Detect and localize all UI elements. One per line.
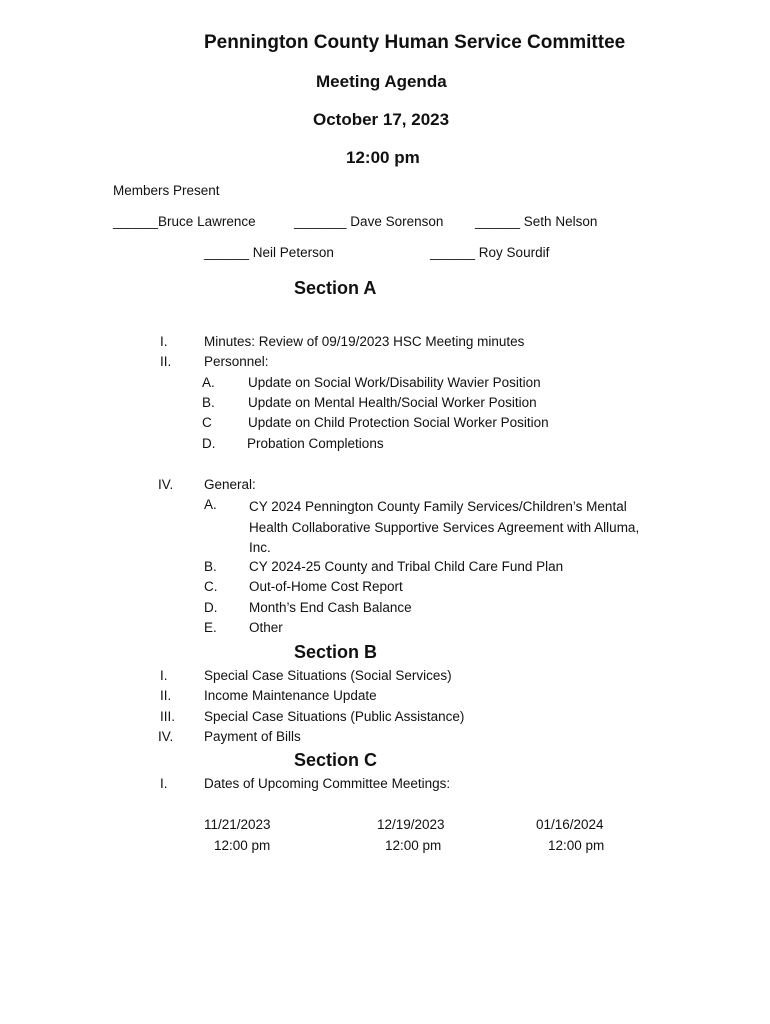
agenda-item: Special Case Situations (Social Services) [204,668,452,683]
agenda-item: Payment of Bills [204,729,301,744]
member-entry: ______ Neil Peterson [204,245,334,260]
section-b-heading: Section B [294,642,378,662]
item-number: I. [160,668,168,683]
section-c-heading: Section C [294,750,378,770]
item-number: IV. [158,729,174,744]
member-entry: _______ Dave Sorenson [294,214,444,229]
item-number: IV. [158,477,174,492]
sub-letter: B. [202,395,215,410]
meeting-date: October 17, 2023 [313,110,450,129]
sub-letter: E. [204,620,217,635]
item-number: II. [160,354,172,369]
agenda-item: Dates of Upcoming Committee Meetings: [204,776,451,791]
member-entry: ______ Seth Nelson [475,214,598,229]
sub-item: Update on Social Work/Disability Wavier Position [248,375,541,390]
upcoming-meeting-date: 12/19/2023 [377,817,445,832]
item-number: II. [160,688,172,703]
upcoming-meeting-date: 11/21/2023 [204,817,271,832]
page-title: Pennington County Human Service Committee [204,32,626,53]
page-subtitle: Meeting Agenda [316,72,447,91]
sub-letter: D. [204,600,218,615]
member-entry: ______Bruce Lawrence [113,214,256,229]
agenda-item: Personnel: [204,354,269,369]
item-number: I. [160,776,168,791]
sub-item: Out-of-Home Cost Report [249,579,403,594]
member-entry: ______ Roy Sourdif [430,245,550,260]
sub-letter: A. [204,497,217,512]
sub-letter: D. [202,436,216,451]
upcoming-meeting-time: 12:00 pm [548,838,605,853]
sub-letter: C [202,415,212,430]
sub-item: Month’s End Cash Balance [249,600,412,615]
agenda-item: Minutes: Review of 09/19/2023 HSC Meeting minutes [204,334,525,349]
item-number: III. [160,709,176,724]
agenda-item: General: [204,477,256,492]
sub-item: Update on Child Protection Social Worker Position [248,415,549,430]
members-heading: Members Present [113,183,220,198]
agenda-item: Income Maintenance Update [204,688,377,703]
section-a-heading: Section A [294,278,377,298]
sub-item: Probation Completions [247,436,384,451]
sub-letter: C. [204,579,218,594]
upcoming-meeting-date: 01/16/2024 [536,817,604,832]
sub-item: CY 2024-25 County and Tribal Child Care Fund Plan [249,559,564,574]
sub-item: Update on Mental Health/Social Worker Position [248,395,537,410]
agenda-item: Special Case Situations (Public Assistance) [204,709,465,724]
sub-letter: B. [204,559,217,574]
upcoming-meeting-time: 12:00 pm [214,838,271,853]
sub-item: CY 2024 Pennington County Family Services/Children’s Mental Health Collaborative Supportive Services Agreement with Alluma, Inc. [249,499,640,555]
item-number: I. [160,334,168,349]
upcoming-meeting-time: 12:00 pm [385,838,442,853]
sub-letter: A. [202,375,215,390]
meeting-time: 12:00 pm [346,148,420,167]
sub-item: Other [249,620,283,635]
